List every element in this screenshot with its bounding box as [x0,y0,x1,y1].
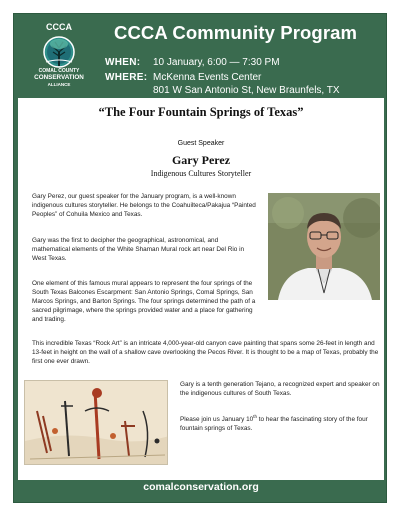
where-line-1: McKenna Events Center [153,72,262,83]
when-value: 10 January, 6:00 — 7:30 PM [153,57,280,68]
invitation-text-start: Please join us January 10 [180,416,254,423]
speaker-photo-illustration [268,193,380,300]
speaker-photo [268,193,380,300]
paragraph-tejano: Gary is a tenth generation Tejano, a recognized expert and speaker on the indigenous cultures of South Texas. [180,381,380,397]
flyer-frame [13,13,387,503]
paragraph-mural: Gary was the first to decipher the geographical, astronomical, and mathematical elements of the White Shaman Mural rock art near Del Rio in West Texas. [32,237,245,262]
when-label: WHEN: [105,57,141,68]
where-row [105,72,261,83]
content-card [18,98,384,480]
logo-line-3: ALLIANCE [47,82,71,87]
paragraph-invitation [180,413,380,434]
logo-line-1: COMAL COUNTY [38,68,80,74]
when-row [105,57,280,68]
page-title: CCCA Community Program [114,22,358,43]
white-shaman-mural-image [24,380,168,465]
logo-line-2: CONSERVATION [34,74,84,81]
logo-acronym: CCCA [46,22,72,32]
where-line-2: 801 W San Antonio St, New Braunfels, TX [153,85,340,96]
speaker-role: Indigenous Cultures Storyteller [150,169,252,178]
paragraph-rock-art: This incredible Texas “Rock Art” is an intricate 4,000-year-old canyon cave painting that spans some 26-feet in length and 13-feet in height on the wall of a shallow cave overlooking the Pecos River. It is thought to be a map of Texas, probably the first one ever drawn. [32,340,379,365]
paragraph-intro: Gary Perez, our guest speaker for the January program, is a well-known indigenous cultures storyteller. He belongs to the Coahuilteca/Pakajua “Painted Peoples” of Cohuila Mexico and Texas. [32,193,256,218]
mural-illustration [25,381,168,465]
website-link[interactable]: comalconservation.org [143,481,259,493]
speaker-name: Gary Perez [171,153,231,167]
paragraph-springs: One element of this famous mural appears to represent the four springs of the South Texas Balcones Escarpment: San Antonio Springs, Comal Springs, San Marcos Springs, and Barton Springs. The four springs determined the path of a sacred pilgrimage, where the springs provided water and a place for gathering and trading. [32,280,256,323]
where-label: WHERE: [105,72,148,83]
guest-speaker-label: Guest Speaker [177,140,225,147]
ccca-logo [20,20,98,92]
talk-title: “The Four Fountain Springs of Texas” [98,105,304,119]
invitation-superscript: th [253,413,257,419]
header [14,14,388,94]
invitation-text-end: to hear the fascinating story of the four fountain springs of Texas. [180,416,368,432]
